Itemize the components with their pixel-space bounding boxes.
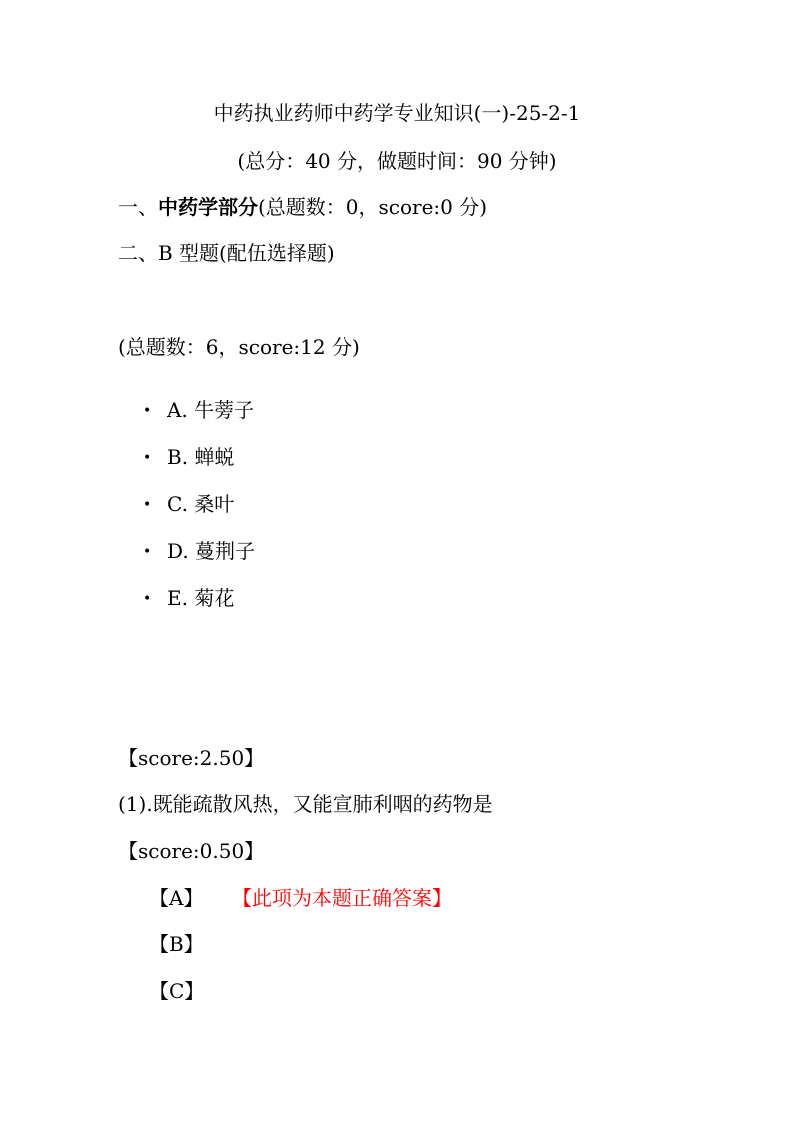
- option-text: E. 菊花: [167, 586, 235, 610]
- question-text: (1).既能疏散风热，又能宣肺利咽的药物是: [118, 792, 493, 816]
- option-item: [143, 586, 255, 633]
- section-1-name: 中药学部分: [158, 195, 258, 219]
- section-2-heading: 二、B 型题(配伍选择题): [118, 241, 335, 265]
- option-list: [143, 398, 255, 633]
- option-text: D. 蔓荆子: [167, 539, 256, 563]
- question-score: 【score:0.50】: [118, 839, 265, 863]
- bullet-icon: •: [143, 497, 152, 513]
- exam-meta: (总分：40 分，做题时间：90 分钟): [237, 149, 557, 173]
- document-title: 中药执业药师中药学专业知识(一)-25-2-1: [213, 101, 581, 125]
- option-text: A. 牛蒡子: [167, 398, 255, 422]
- correct-answer-note: 【此项为本题正确答案】: [232, 886, 452, 910]
- option-item: [143, 398, 255, 445]
- section-1-heading: [118, 195, 487, 219]
- section-1-number: 一、: [118, 195, 158, 219]
- section-1-stats: (总题数：0，score:0 分): [258, 195, 488, 219]
- bullet-icon: •: [143, 591, 152, 607]
- option-text: C. 桑叶: [167, 492, 235, 516]
- bullet-icon: •: [143, 450, 152, 466]
- answer-c: 【C】: [149, 979, 205, 1003]
- option-text: B. 蝉蜕: [167, 445, 235, 469]
- option-item: [143, 539, 255, 586]
- answer-a: 【A】: [149, 886, 204, 910]
- option-item: [143, 492, 255, 539]
- group-score: 【score:2.50】: [118, 746, 265, 770]
- bullet-icon: •: [143, 403, 152, 419]
- answer-b: 【B】: [149, 932, 204, 956]
- option-item: [143, 445, 255, 492]
- section-2-stats: (总题数：6，score:12 分): [118, 335, 360, 359]
- bullet-icon: •: [143, 544, 152, 560]
